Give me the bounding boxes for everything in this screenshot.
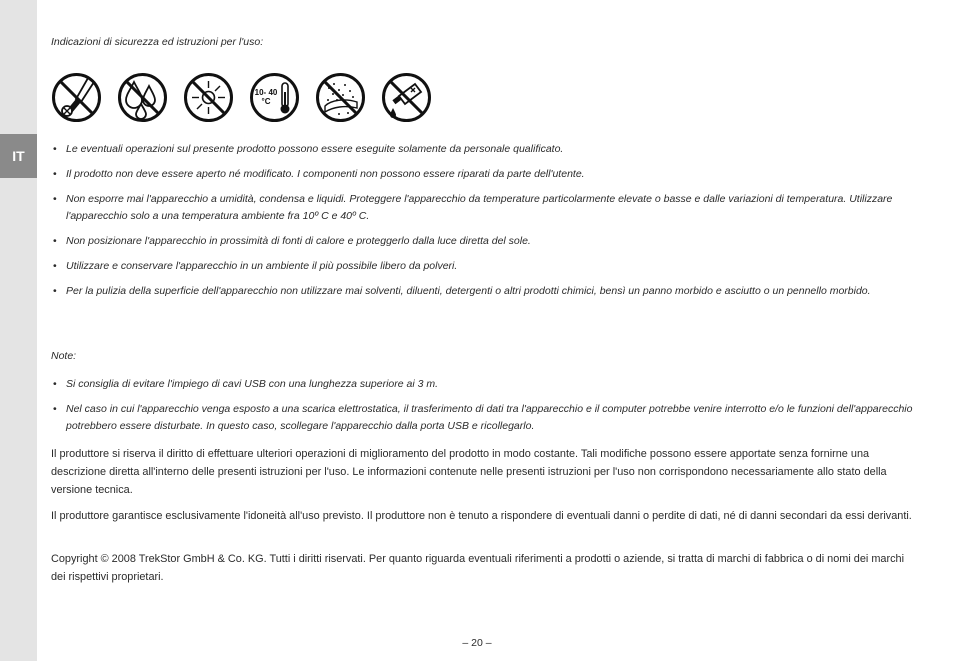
no-heat-icon	[183, 72, 234, 123]
thermometer-range-text: 10- 40	[254, 88, 278, 97]
page-number: – 20 –	[462, 637, 492, 649]
list-item: • Si consiglia di evitare l'impiego di cavi USB con una lunghezza superiore ai 3 m.	[51, 376, 919, 393]
list-item: • Il prodotto non deve essere aperto né modificato. I componenti non possono essere riparati da parte dell'utente.	[51, 166, 919, 183]
no-dust-icon	[315, 72, 366, 123]
temperature-range-icon	[249, 72, 300, 123]
warranty-paragraph: Il produttore garantisce esclusivamente l'idoneità all'uso previsto. Il produttore non è tenuto a rispondere di eventuali danni o perdite di dati, né di danni secondari da essi derivanti.	[51, 510, 912, 522]
no-chemicals-icon	[381, 72, 432, 123]
copyright-paragraph: Copyright © 2008 TrekStor GmbH & Co. KG. Tutti i diritti riservati. Per quanto riguarda eventuali riferimenti a prodotti o aziende, si tratta di marchi di fabbrica o di nomi dei marchi dei rispettivi proprietari.	[51, 553, 905, 583]
list-item: • Nel caso in cui l'apparecchio venga esposto a una scarica elettrostatica, il trasferimento di dati tra l'apparecchio e il computer potrebbe venire interrotto e/o le funzioni dell'apparecchio potrebbero essere disturbate. In questo caso, scollegare l'apparecchio dalla porta USB e ricollegarlo.	[51, 401, 919, 435]
list-item: • Per la pulizia della superficie dell'apparecchio non utilizzare mai solventi, diluenti, detergenti o altri prodotti chimici, bensì un panno morbido e asciutto o un pennello morbido.	[51, 283, 919, 300]
disclaimer-paragraph: Il produttore si riserva il diritto di effettuare ulteriori operazioni di miglioramento del prodotto in modo costante. Tali modifiche possono essere apportate senza fornirne una descrizione diretta all'interno delle presenti istruzioni per l'uso. Le informazioni contenute nelle presenti istruzioni per l'uso non corrispondono necessariamente allo stato della versione tecnica.	[51, 448, 887, 496]
safety-instructions-list	[51, 141, 919, 308]
list-item: • Utilizzare e conservare l'apparecchio in un ambiente il più possibile libero da polveri.	[51, 258, 919, 275]
list-item: • Le eventuali operazioni sul presente prodotto possono essere eseguite solamente da personale qualificato.	[51, 141, 919, 158]
notes-list	[51, 376, 919, 443]
list-item: • Non posizionare l'apparecchio in prossimità di fonti di calore e proteggerlo dalla luce diretta del sole.	[51, 233, 919, 250]
no-liquids-icon	[117, 72, 168, 123]
language-tab: IT	[0, 134, 37, 178]
thermometer-unit-text: °C	[261, 97, 271, 106]
no-disassembly-icon	[51, 72, 102, 123]
side-margin-strip	[0, 0, 37, 661]
safety-icon-row	[51, 72, 432, 123]
section-heading: Indicazioni di sicurezza ed istruzioni per l'uso:	[51, 36, 264, 48]
notes-heading: Note:	[51, 350, 77, 362]
list-item: • Non esporre mai l'apparecchio a umidità, condensa e liquidi. Proteggere l'apparecchio da temperature particolarmente elevate o basse e dalle variazioni di temperatura. Utilizzare l'apparecchio solo a una temperatura ambiente fra 10º C e 40º C.	[51, 191, 919, 225]
